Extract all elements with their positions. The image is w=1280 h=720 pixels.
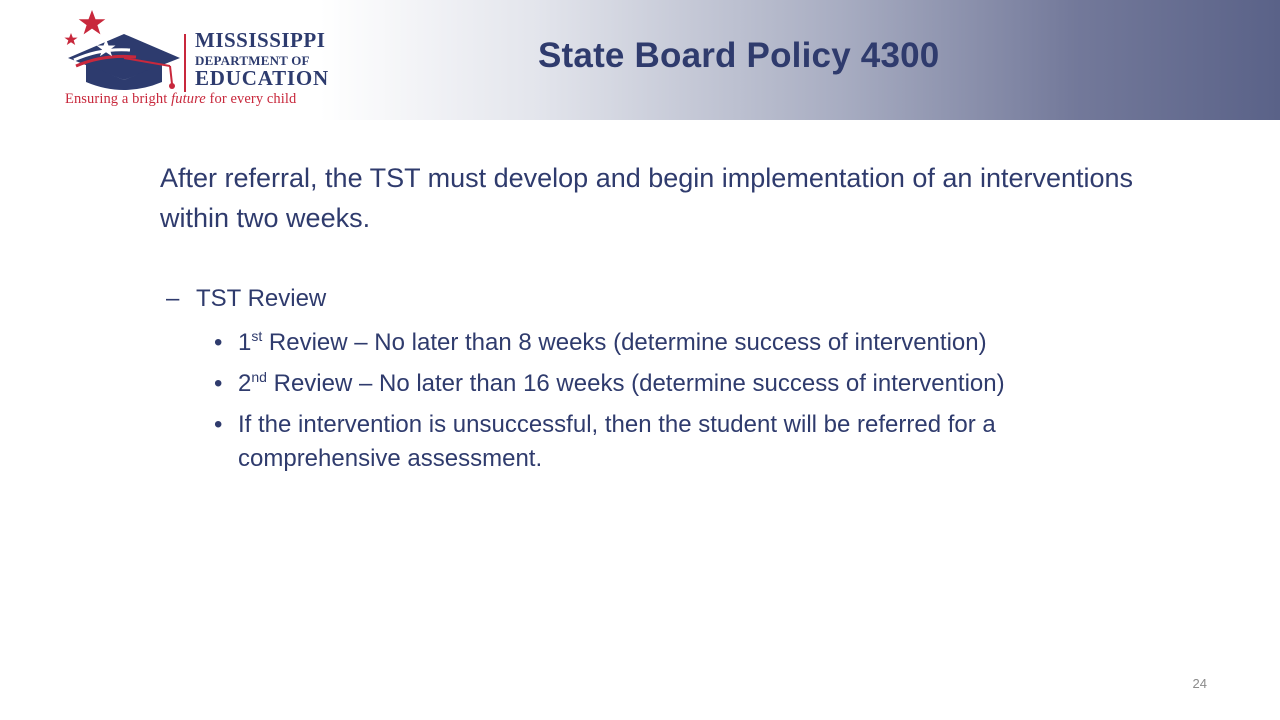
slide-title: State Board Policy 4300	[538, 36, 940, 75]
ordinal-number: 1	[238, 329, 252, 356]
logo-tagline	[65, 91, 365, 108]
bullet-marker: •	[214, 329, 223, 356]
lead-paragraph: After referral, the TST must develop and begin implementation of an interventions within two weeks.	[160, 163, 1134, 233]
bullet-item-unsuccessful	[214, 408, 1094, 476]
logo-tagline-part1: Ensuring a bright	[65, 91, 172, 107]
logo-wordmark	[195, 30, 360, 89]
ordinal-number: 2	[238, 370, 252, 397]
subheading-tst-review	[166, 281, 1166, 317]
bullet-item-second-review	[214, 367, 1094, 401]
logo-name-line3: EDUCATION	[195, 66, 329, 90]
logo-tagline-italic: future	[171, 91, 206, 107]
logo-name-line1: MISSISSIPPI	[195, 28, 326, 52]
subheading-text: TST Review	[196, 285, 327, 312]
red-star-icon	[79, 10, 106, 34]
bullet-marker: •	[214, 411, 223, 438]
small-red-star-icon	[64, 33, 77, 45]
bullet-marker: •	[214, 370, 223, 397]
dash-marker: –	[166, 285, 180, 312]
mde-logo	[60, 8, 360, 114]
bullet-item-first-review	[214, 326, 1094, 360]
logo-tagline-part2: for every child	[205, 91, 297, 107]
bullet-text: Review – No later than 8 weeks (determine success of intervention)	[262, 329, 987, 356]
bullet-text: Review – No later than 16 weeks (determine success of intervention)	[266, 370, 1005, 397]
logo-divider	[184, 34, 186, 92]
ordinal-suffix: st	[251, 328, 263, 344]
bullet-text: If the intervention is unsuccessful, then the student will be referred for a comprehensive assessment.	[238, 411, 996, 472]
logo-name-line2: DEPARTMENT OF	[195, 53, 310, 68]
graduation-cap-star-icon	[60, 8, 184, 92]
ordinal-suffix: nd	[251, 369, 267, 385]
page-number: 24	[1192, 676, 1207, 691]
review-bullet-list	[214, 326, 1094, 483]
